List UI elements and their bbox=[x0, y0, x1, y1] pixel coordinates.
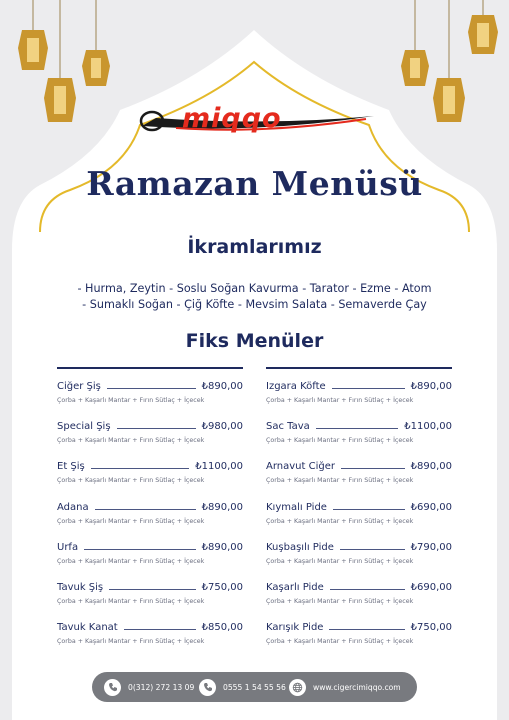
phone-icon bbox=[104, 679, 121, 696]
menu-item bbox=[57, 497, 243, 537]
menu-item-price: ₺1100,00 bbox=[195, 461, 243, 473]
leader-line bbox=[329, 629, 404, 630]
menu-item-name: Karışık Pide bbox=[266, 622, 324, 634]
menu-item-desc: Çorba + Kaşarlı Mantar + Fırın Sütlaç + İçecek bbox=[57, 638, 205, 646]
contact-bar bbox=[92, 672, 417, 702]
menu-column-left bbox=[57, 376, 243, 657]
leader-line bbox=[341, 468, 405, 469]
menu-item-name: Ciğer Şiş bbox=[57, 381, 101, 392]
brand-logo bbox=[136, 104, 376, 138]
menu-item-name: Urfa bbox=[57, 541, 79, 553]
menu-item bbox=[266, 497, 452, 537]
menu-item-price: ₺890,00 bbox=[201, 381, 243, 392]
menu-item-name: Kıymalı Pide bbox=[266, 501, 327, 513]
menu-item bbox=[57, 456, 243, 496]
ikramlar-line: - Hurma, Zeytin - Soslu Soğan Kavurma - Tarator - Ezme - Atom bbox=[77, 282, 432, 295]
menu-item-price: ₺890,00 bbox=[410, 381, 452, 392]
menu-column-right bbox=[266, 376, 452, 657]
leader-line bbox=[316, 428, 399, 429]
leader-line bbox=[107, 388, 196, 389]
contact-phone-2[interactable] bbox=[199, 678, 286, 696]
menu-item-price: ₺890,00 bbox=[410, 461, 452, 473]
menu-item-name: Tavuk Kanat bbox=[57, 622, 118, 634]
menu-item bbox=[266, 617, 452, 657]
leader-line bbox=[95, 509, 196, 510]
leader-line bbox=[340, 549, 405, 550]
page-title: Ramazan Menüsü bbox=[86, 164, 423, 203]
leader-line bbox=[124, 629, 196, 630]
menu-item-price: ₺690,00 bbox=[410, 501, 452, 513]
menu-item-name: Arnavut Ciğer bbox=[266, 461, 335, 473]
menu-item-desc: Çorba + Kaşarlı Mantar + Fırın Sütlaç + İçecek bbox=[266, 437, 414, 445]
contact-website[interactable] bbox=[289, 678, 401, 696]
menu-item bbox=[57, 537, 243, 577]
menu-item-desc: Çorba + Kaşarlı Mantar + Fırın Sütlaç + İçecek bbox=[266, 557, 414, 565]
menu-item bbox=[57, 577, 243, 617]
phone-icon bbox=[199, 679, 216, 696]
leader-line bbox=[332, 388, 405, 389]
ikramlar-heading: İkramlarımız bbox=[187, 236, 322, 258]
right-column-divider bbox=[266, 367, 452, 369]
menu-item-desc: Çorba + Kaşarlı Mantar + Fırın Sütlaç + İçecek bbox=[266, 477, 414, 485]
menu-item-price: ₺890,00 bbox=[201, 541, 243, 553]
menu-item-name: Izgara Köfte bbox=[266, 381, 326, 392]
menu-item-desc: Çorba + Kaşarlı Mantar + Fırın Sütlaç + İçecek bbox=[57, 517, 205, 525]
ikramlar-line: - Sumaklı Soğan - Çiğ Köfte - Mevsim Salata - Semaverde Çay bbox=[82, 298, 427, 311]
menu-item-desc: Çorba + Kaşarlı Mantar + Fırın Sütlaç + İçecek bbox=[57, 437, 205, 445]
website-text: www.cigercimiqqo.com bbox=[313, 682, 401, 692]
menu-item-price: ₺690,00 bbox=[410, 581, 452, 593]
menu-item-desc: Çorba + Kaşarlı Mantar + Fırın Sütlaç + İçecek bbox=[57, 597, 205, 605]
leader-line bbox=[84, 549, 196, 550]
menu-item-price: ₺790,00 bbox=[410, 541, 452, 553]
menu-item-desc: Çorba + Kaşarlı Mantar + Fırın Sütlaç + İçecek bbox=[57, 477, 205, 485]
menu-item-desc: Çorba + Kaşarlı Mantar + Fırın Sütlaç + İçecek bbox=[266, 638, 414, 646]
menu-item-name: Kaşarlı Pide bbox=[266, 581, 324, 593]
menu-item-name: Special Şiş bbox=[57, 421, 111, 433]
menu-item-price: ₺890,00 bbox=[201, 501, 243, 513]
menu-item bbox=[266, 376, 452, 416]
menu-item-name: Adana bbox=[57, 501, 89, 513]
menu-item-name: Sac Tava bbox=[266, 421, 310, 433]
menu-item-name: Kuşbaşılı Pide bbox=[266, 541, 334, 553]
leader-line bbox=[333, 509, 405, 510]
leader-line bbox=[117, 428, 196, 429]
menu-item-name: Tavuk Şiş bbox=[57, 581, 104, 593]
menu-item-price: ₺850,00 bbox=[201, 622, 243, 634]
leader-line bbox=[109, 589, 195, 590]
leader-line bbox=[91, 468, 190, 469]
leader-line bbox=[330, 589, 405, 590]
menu-item-price: ₺980,00 bbox=[201, 421, 243, 433]
phone-1-text: 0(312) 272 13 09 bbox=[128, 682, 195, 692]
menu-item bbox=[266, 537, 452, 577]
menu-item-desc: Çorba + Kaşarlı Mantar + Fırın Sütlaç + İçecek bbox=[266, 397, 414, 404]
menu-item-desc: Çorba + Kaşarlı Mantar + Fırın Sütlaç + İçecek bbox=[57, 397, 205, 404]
contact-phone-1[interactable] bbox=[104, 678, 194, 696]
menu-item-name: Et Şiş bbox=[57, 461, 85, 473]
left-column-divider bbox=[57, 367, 243, 369]
menu-item bbox=[266, 456, 452, 496]
logo-text: miqqo bbox=[182, 103, 282, 134]
menu-item bbox=[57, 416, 243, 456]
menu-item bbox=[266, 416, 452, 456]
menu-item bbox=[57, 376, 243, 416]
menu-item-price: ₺1100,00 bbox=[404, 421, 452, 433]
menu-item-desc: Çorba + Kaşarlı Mantar + Fırın Sütlaç + İçecek bbox=[266, 597, 414, 605]
menu-item-price: ₺750,00 bbox=[201, 581, 243, 593]
menu-item bbox=[266, 577, 452, 617]
menu-item bbox=[57, 617, 243, 657]
fiks-menuler-heading: Fiks Menüler bbox=[185, 330, 324, 352]
menu-item-desc: Çorba + Kaşarlı Mantar + Fırın Sütlaç + İçecek bbox=[57, 557, 205, 565]
menu-item-price: ₺750,00 bbox=[410, 622, 452, 634]
menu-item-desc: Çorba + Kaşarlı Mantar + Fırın Sütlaç + İçecek bbox=[266, 517, 414, 525]
globe-icon bbox=[289, 679, 306, 696]
phone-2-text: 0555 1 54 55 56 bbox=[223, 682, 286, 692]
